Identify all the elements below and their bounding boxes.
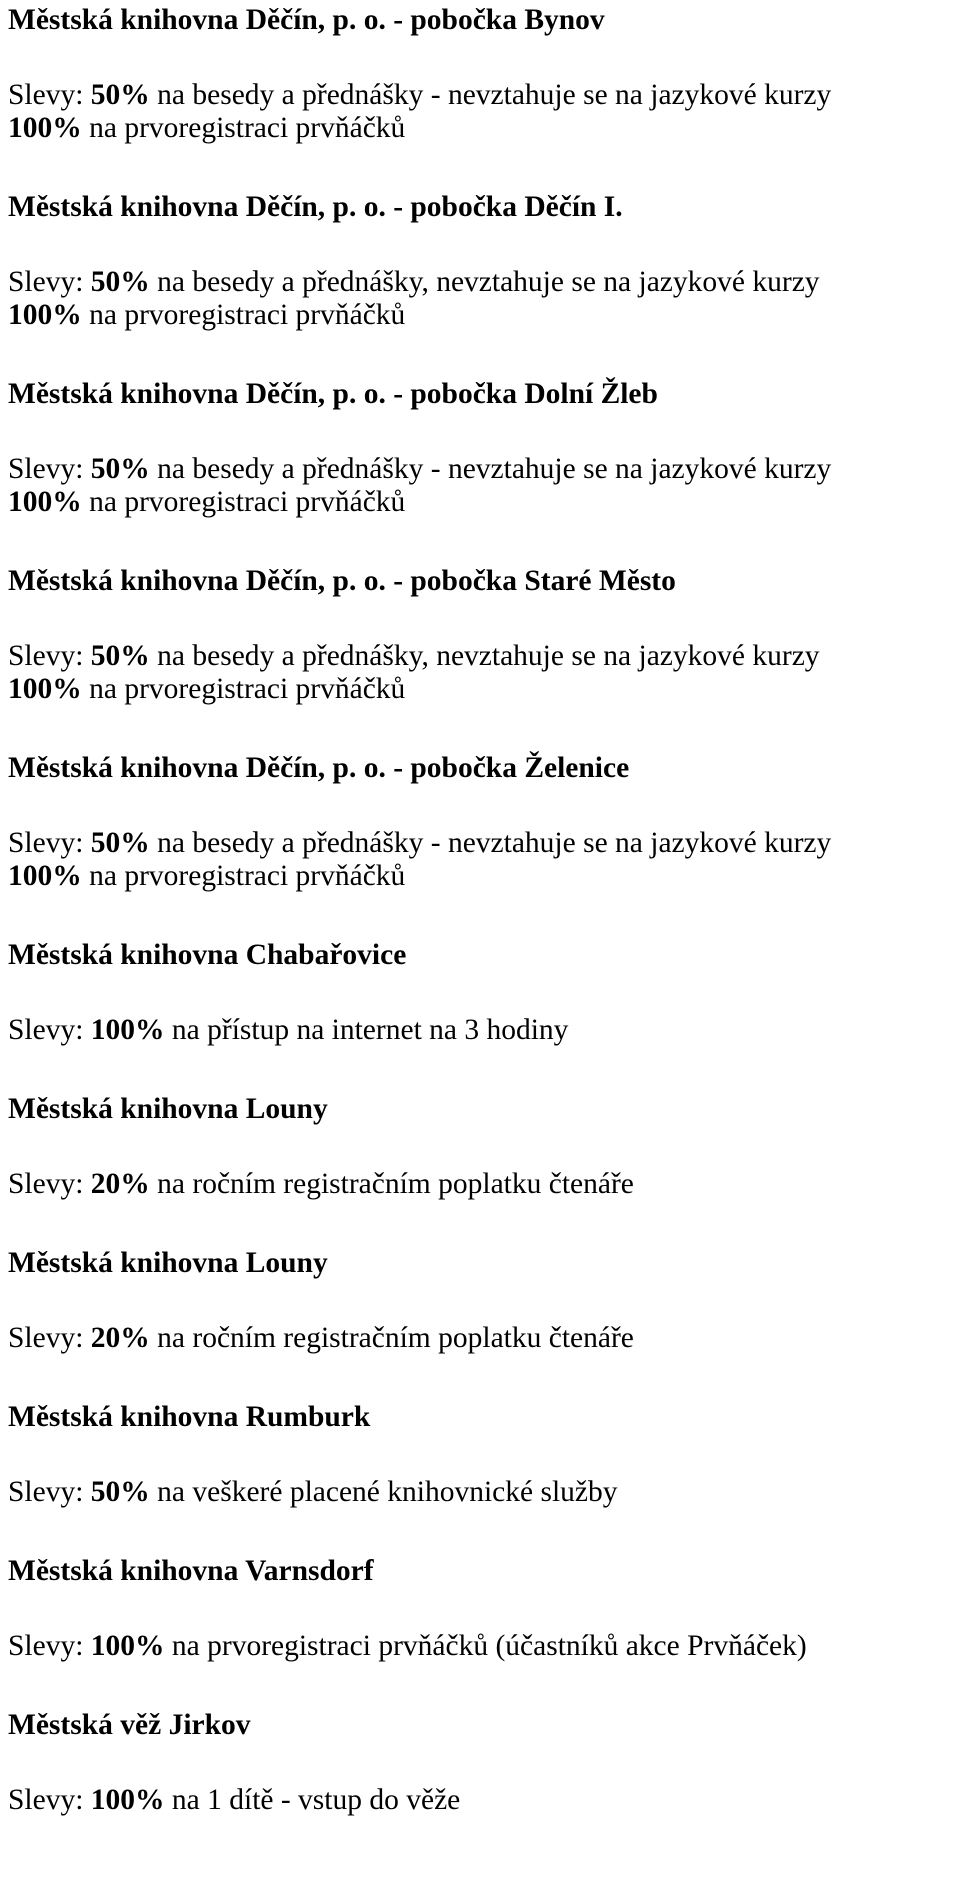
discount-line	[8, 1476, 953, 1509]
library-name: Městská knihovna Děčín, p. o. - pobočka Děčín I.	[8, 191, 623, 223]
discount-percent: 50%	[90, 266, 150, 298]
discount-percent: 100%	[90, 1630, 165, 1662]
library-entry	[8, 564, 953, 748]
discount-percent: 100%	[90, 1784, 165, 1816]
discount-line-extra	[8, 673, 953, 706]
discount-prefix: Slevy:	[8, 1784, 91, 1816]
discount-line-extra	[8, 486, 953, 519]
discount-description: na prvoregistraci prvňáčků	[81, 860, 406, 892]
section-gap	[8, 519, 953, 561]
discount-percent: 50%	[90, 1476, 150, 1508]
document	[8, 0, 953, 1859]
library-entry	[8, 1246, 953, 1397]
discount-percent: 100%	[8, 486, 82, 518]
discount-prefix: Slevy:	[8, 266, 91, 298]
discount-percent: 100%	[8, 112, 82, 144]
discount-line	[8, 1784, 953, 1817]
discount-description: na veškeré placené knihovnické služby	[149, 1476, 618, 1508]
library-entry	[8, 3, 953, 187]
discount-prefix: Slevy:	[8, 1322, 91, 1354]
library-name: Městská knihovna Děčín, p. o. - pobočka Bynov	[8, 4, 605, 36]
discount-line	[8, 266, 953, 299]
library-entry	[8, 190, 953, 374]
discount-percent: 100%	[8, 299, 82, 331]
library-name: Městská knihovna Chabařovice	[8, 939, 407, 971]
discount-percent: 50%	[90, 640, 150, 672]
discount-line	[8, 1630, 953, 1663]
discount-percent: 100%	[90, 1014, 165, 1046]
section-gap	[8, 1663, 953, 1705]
discount-line	[8, 640, 953, 673]
discount-prefix: Slevy:	[8, 1168, 91, 1200]
discount-line	[8, 1322, 953, 1355]
library-entry	[8, 1554, 953, 1705]
section-gap	[8, 1817, 953, 1859]
discount-prefix: Slevy:	[8, 79, 91, 111]
discount-description: na besedy a přednášky, nevztahuje se na jazykové kurzy	[149, 640, 820, 672]
discount-description: na besedy a přednášky - nevztahuje se na jazykové kurzy	[149, 453, 832, 485]
library-entry	[8, 1092, 953, 1243]
discount-description: na prvoregistraci prvňáčků	[81, 486, 406, 518]
discount-percent: 50%	[90, 79, 150, 111]
discount-description: na prvoregistraci prvňáčků (účastníků akce Prvňáček)	[164, 1630, 807, 1662]
discount-line	[8, 79, 953, 112]
discount-percent: 50%	[90, 453, 150, 485]
discount-line	[8, 827, 953, 860]
library-name: Městská knihovna Děčín, p. o. - pobočka Želenice	[8, 752, 630, 784]
section-gap	[8, 1355, 953, 1397]
library-name: Městská věž Jirkov	[8, 1709, 251, 1741]
discount-line	[8, 1014, 953, 1047]
library-entry	[8, 377, 953, 561]
section-gap	[8, 1509, 953, 1551]
discount-prefix: Slevy:	[8, 640, 91, 672]
discount-description: na besedy a přednášky - nevztahuje se na jazykové kurzy	[149, 79, 832, 111]
discount-prefix: Slevy:	[8, 453, 91, 485]
section-gap	[8, 1201, 953, 1243]
discount-description: na ročním registračním poplatku čtenáře	[149, 1322, 634, 1354]
discount-description: na prvoregistraci prvňáčků	[81, 673, 406, 705]
discount-percent: 50%	[90, 827, 150, 859]
discount-prefix: Slevy:	[8, 1630, 91, 1662]
library-entry	[8, 938, 953, 1089]
discount-line-extra	[8, 860, 953, 893]
section-gap	[8, 145, 953, 187]
library-entry	[8, 1708, 953, 1859]
discount-description: na besedy a přednášky - nevztahuje se na jazykové kurzy	[149, 827, 832, 859]
discount-description: na besedy a přednášky, nevztahuje se na jazykové kurzy	[149, 266, 820, 298]
discount-description: na přístup na internet na 3 hodiny	[164, 1014, 569, 1046]
discount-prefix: Slevy:	[8, 1476, 91, 1508]
discount-line-extra	[8, 299, 953, 332]
discount-prefix: Slevy:	[8, 1014, 91, 1046]
section-gap	[8, 893, 953, 935]
discount-prefix: Slevy:	[8, 827, 91, 859]
discount-description: na ročním registračním poplatku čtenáře	[149, 1168, 634, 1200]
discount-description: na 1 dítě - vstup do věže	[164, 1784, 461, 1816]
library-name: Městská knihovna Louny	[8, 1247, 328, 1279]
discount-description: na prvoregistraci prvňáčků	[81, 299, 406, 331]
discount-line-extra	[8, 112, 953, 145]
library-name: Městská knihovna Rumburk	[8, 1401, 371, 1433]
discount-line	[8, 453, 953, 486]
section-gap	[8, 706, 953, 748]
discount-percent: 20%	[90, 1168, 150, 1200]
discount-percent: 100%	[8, 673, 82, 705]
library-name: Městská knihovna Děčín, p. o. - pobočka Dolní Žleb	[8, 378, 658, 410]
library-name: Městská knihovna Louny	[8, 1093, 328, 1125]
library-entry	[8, 751, 953, 935]
discount-percent: 20%	[90, 1322, 150, 1354]
discount-description: na prvoregistraci prvňáčků	[81, 112, 406, 144]
library-name: Městská knihovna Varnsdorf	[8, 1555, 374, 1587]
discount-percent: 100%	[8, 860, 82, 892]
discount-line	[8, 1168, 953, 1201]
library-name: Městská knihovna Děčín, p. o. - pobočka Staré Město	[8, 565, 676, 597]
library-entry	[8, 1400, 953, 1551]
section-gap	[8, 332, 953, 374]
section-gap	[8, 1047, 953, 1089]
